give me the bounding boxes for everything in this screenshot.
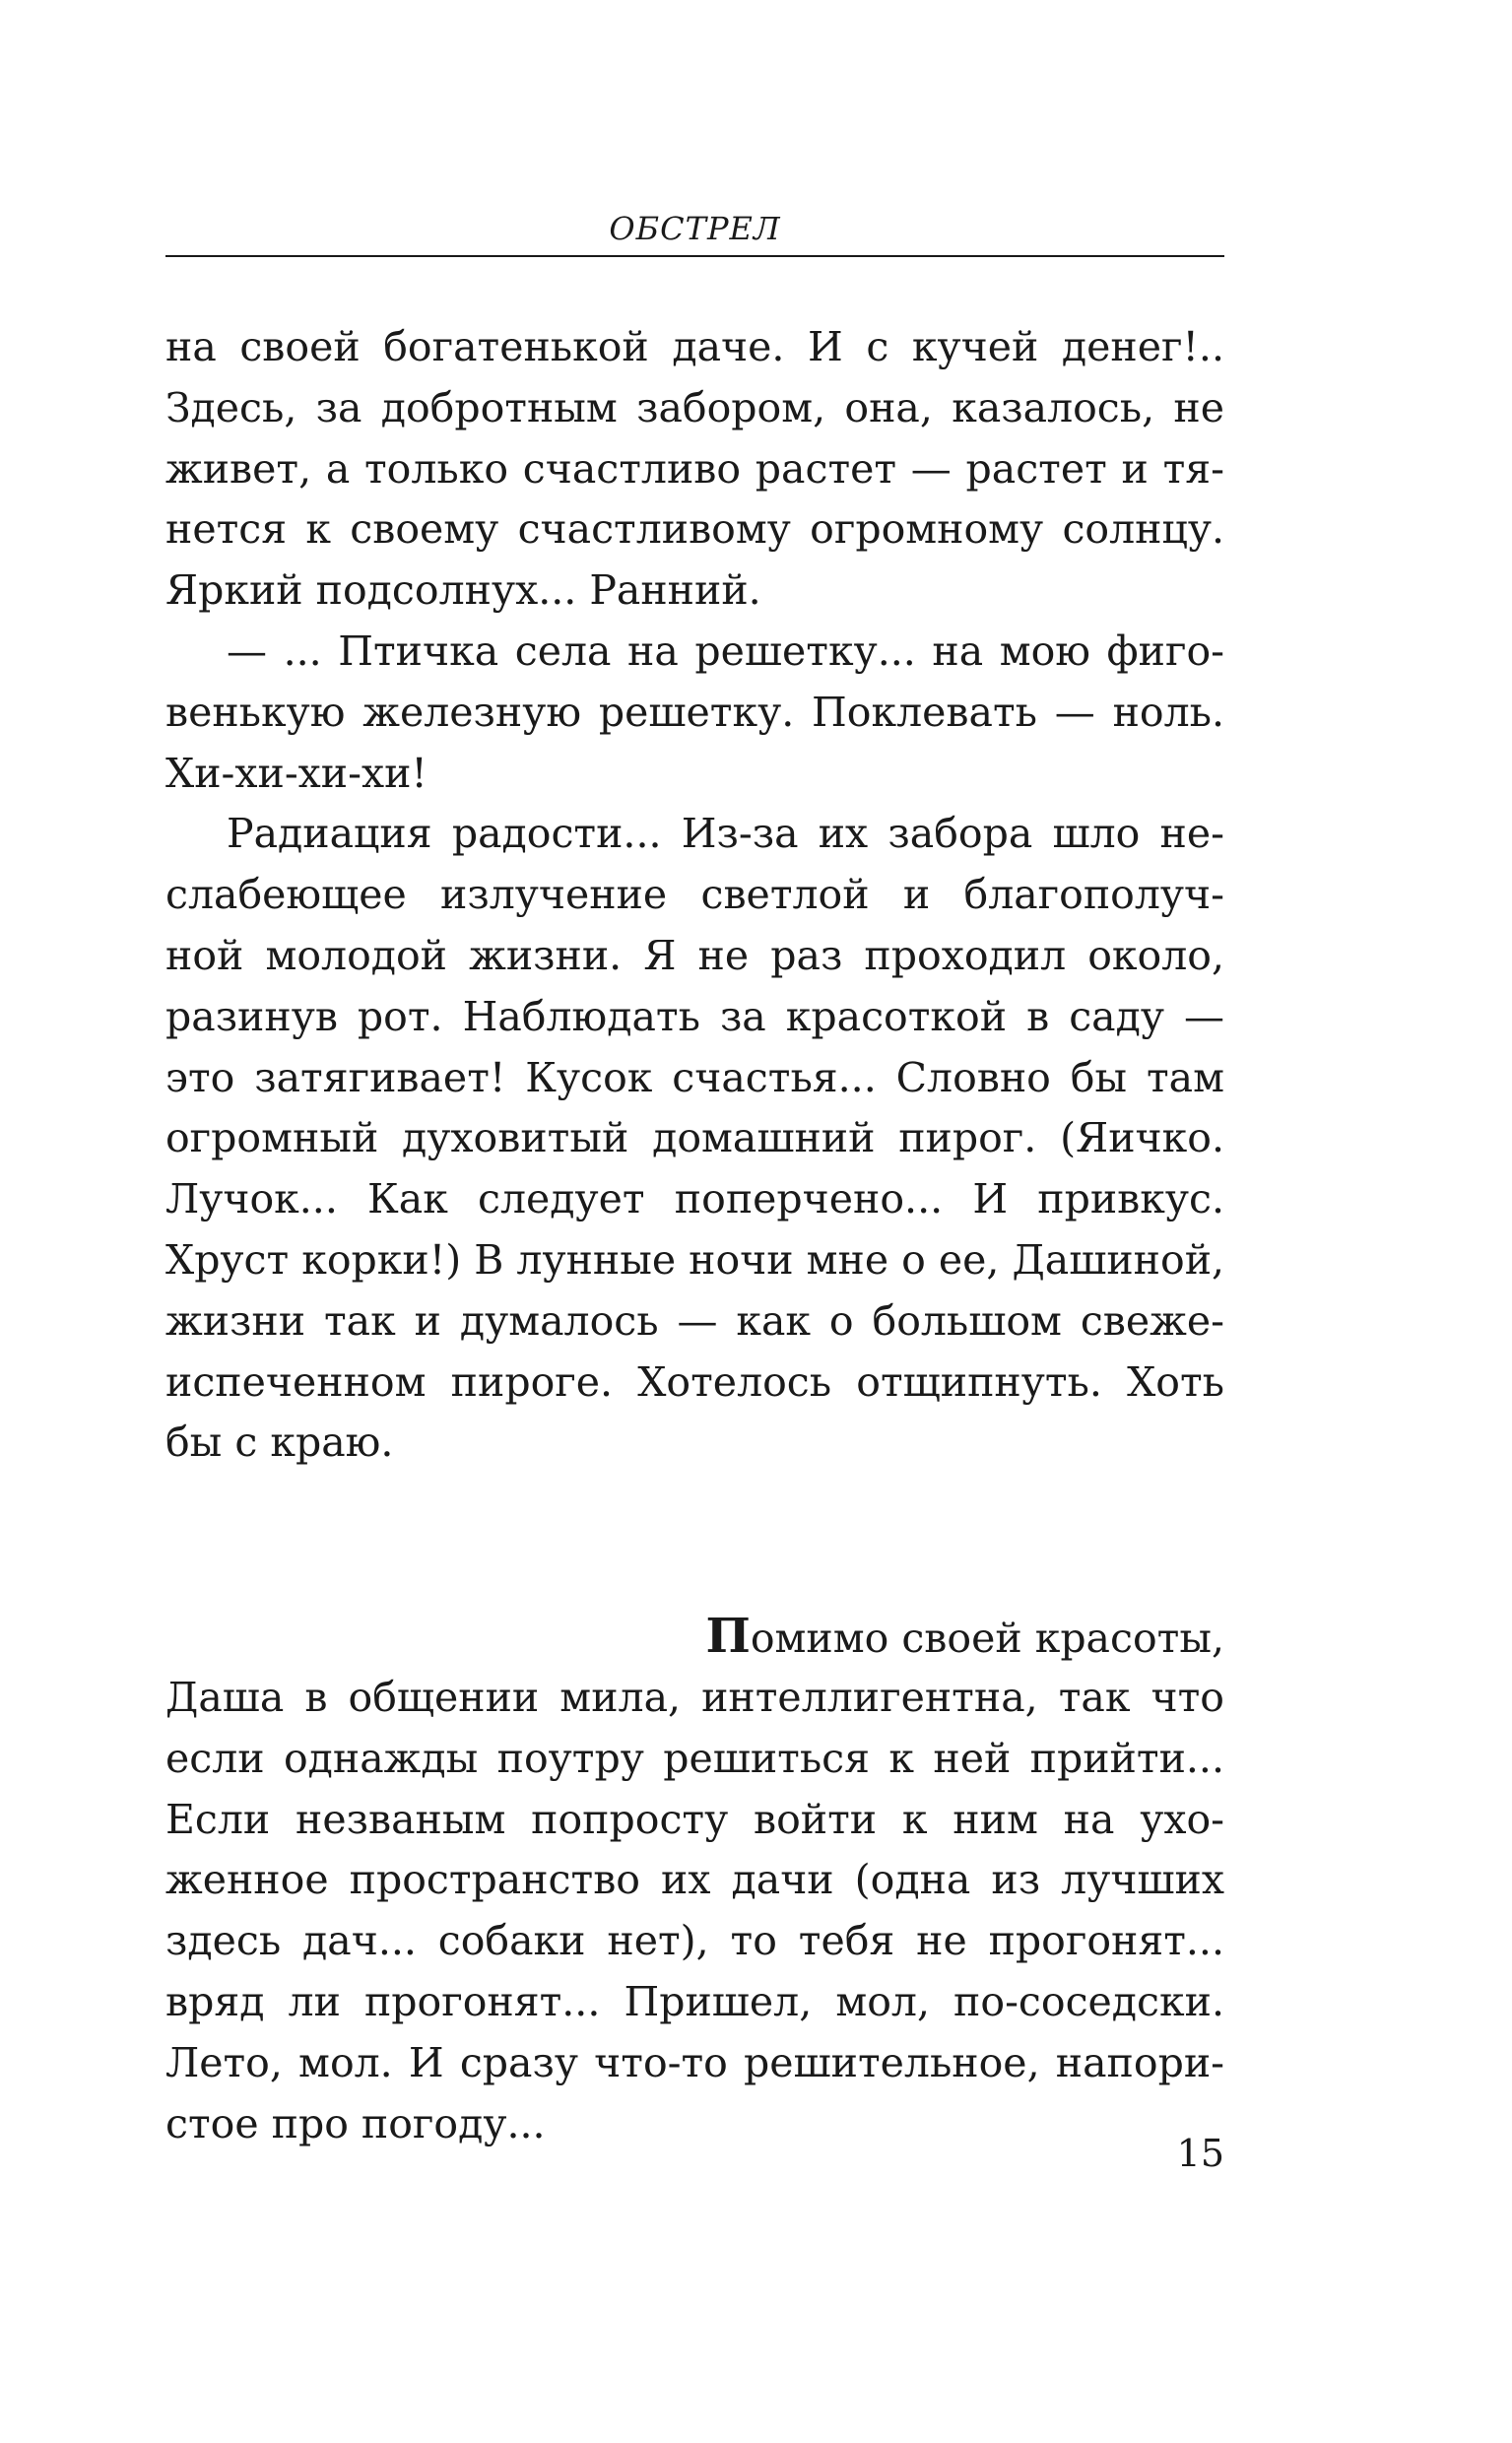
text-line: женное пространство их дачи (одна из лучших [165,1856,1224,1904]
text-line: жизни так и думалось — как о большом свеже- [165,1296,1224,1345]
text-line: вряд ли прогонят... Пришел, мол, по-соседски. [165,1977,1224,2025]
text-line: здесь дач... собаки нет), то тебя не прогонят... [165,1917,1224,1965]
paragraph-2 [165,622,1224,683]
text-line: Лучок... Как следует поперчено... И привкус. [165,1175,1224,1223]
text-line: огромный духовитый домашний пирог. (Яичко. [165,1114,1224,1162]
text-line: это затягивает! Кусок счастья... Словно бы там [165,1053,1224,1101]
paragraph-2-continued [165,683,1224,805]
paragraph-1 [165,317,1224,622]
section-first-line [165,1607,1224,1668]
paragraph-3-continued [165,865,1224,1474]
drop-letter: П [705,1609,751,1665]
text-line: Хи-хи-хи-хи! [165,749,427,797]
text-line: нется к своему счастливому огромному солнцу. [165,505,1224,554]
text-line: стое про погоду... [165,2099,546,2147]
section-paragraph [165,1607,1224,2154]
text-line: слабеющее излучение светлой и благополуч- [165,871,1224,919]
page-number: 15 [1176,2132,1224,2175]
text-line: Здесь, за добротным забором, она, казалось, не [165,383,1224,431]
text-line: живет, а только счастливо растет — растет и тя- [165,444,1224,493]
text-line: Яркий подсолнух... Ранний. [165,566,761,615]
text-line: Если незваным попросту войти к ним на ухо- [165,1795,1224,1843]
body-text [165,317,1224,2154]
text-line: если однажды поутру решиться к ней прийти... [165,1734,1224,1782]
text-line: Лето, мол. И сразу что-то решительное, напори- [165,2038,1224,2086]
text-line: разинув рот. Наблюдать за красоткой в саду — [165,992,1224,1040]
text-line: ной молодой жизни. Я не раз проходил около, [165,931,1224,979]
text-line: на своей богатенькой даче. И с кучей денег!.. [165,323,1224,370]
running-title: ОБСТРЕЛ [609,210,781,247]
paragraph-3 [165,804,1224,865]
header-rule [165,255,1224,257]
text-line: Радиация радости... Из-за их забора шло не- [227,810,1224,858]
text-line: испеченном пироге. Хотелось отщипнуть. Хоть [165,1357,1224,1406]
text-line: Даша в общении мила, интеллигентна, так что [165,1673,1224,1721]
text-line: Хруст корки!) В лунные ночи мне о ее, Дашиной, [165,1235,1225,1284]
text-line: венькую железную решетку. Поклевать — ноль. [165,688,1224,736]
first-line-rest: омимо своей красоты, [750,1615,1224,1663]
text-line: — ... Птичка села на решетку... на мою фиго- [227,627,1224,675]
text-line: бы с краю. [165,1419,394,1467]
section-break [165,1474,1224,1607]
